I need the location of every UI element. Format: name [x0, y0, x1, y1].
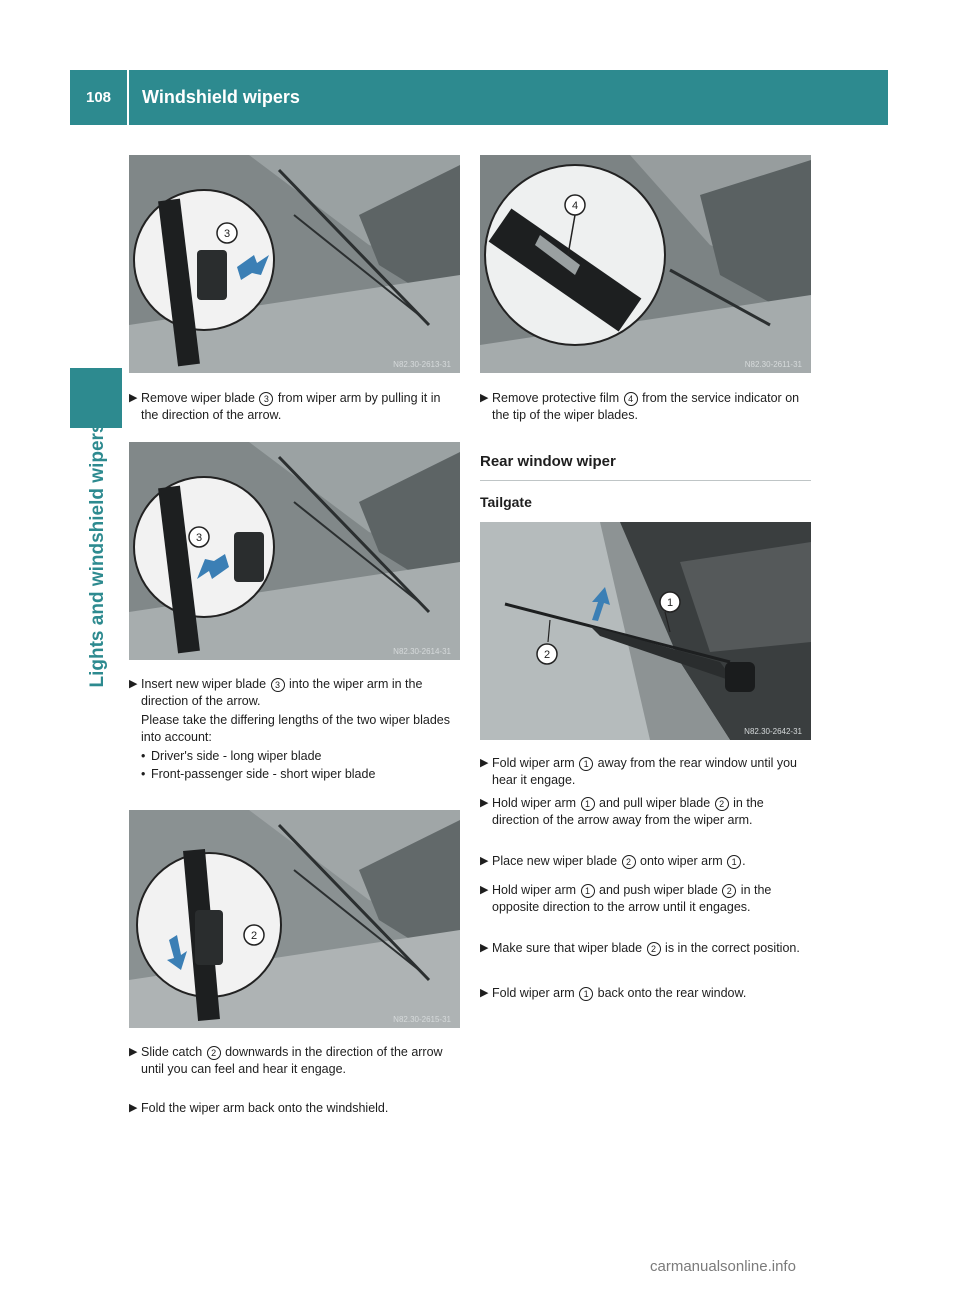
callout-ref: 2	[622, 855, 636, 869]
page-number: 108	[85, 89, 112, 106]
callout-ref: 1	[579, 987, 593, 1001]
figure-code: N82.30-2642-31	[744, 727, 802, 736]
instruction-step	[480, 882, 812, 916]
page-title: Windshield wipers	[142, 87, 300, 107]
step-text: and pull wiper blade	[595, 796, 714, 810]
instruction-step	[129, 390, 461, 424]
figure-callout: 3	[223, 228, 231, 240]
step-arrow-icon	[480, 795, 488, 812]
step-text: back onto the rear window.	[594, 986, 747, 1000]
header-divider	[127, 70, 129, 125]
callout-ref: 1	[727, 855, 741, 869]
instruction-step	[480, 985, 812, 1002]
step-text: downwards in the direction of the arrow until you can feel and hear it engage.	[141, 1045, 443, 1076]
step-text: is in the correct position.	[661, 941, 800, 955]
figure-callout-2: 2	[543, 649, 551, 661]
watermark: carmanualsonline.info	[650, 1258, 796, 1275]
step-text: Hold wiper arm	[492, 883, 580, 897]
instruction-step	[129, 1100, 461, 1117]
figure-callout: 3	[195, 532, 203, 544]
step-text: Fold the wiper arm back onto the windshield.	[141, 1101, 389, 1115]
bullet-item: • Driver's side - long wiper blade	[141, 748, 471, 765]
instruction-step	[129, 1044, 461, 1078]
step-arrow-icon	[480, 985, 488, 1002]
step-text: Remove wiper blade	[141, 391, 259, 405]
figure-remove-protective-film	[480, 155, 811, 373]
callout-ref: 3	[271, 678, 285, 692]
instruction-step	[129, 676, 461, 710]
figure-code: N82.30-2611-31	[744, 360, 802, 369]
callout-ref: 4	[624, 392, 638, 406]
step-arrow-icon	[480, 853, 488, 870]
step-text: Slide catch	[141, 1045, 206, 1059]
note-text: Please take the differing lengths of the two wiper blades into account:	[141, 713, 450, 744]
step-text: onto wiper arm	[636, 854, 727, 868]
step-text: Insert new wiper blade	[141, 677, 270, 691]
step-text: .	[742, 854, 746, 868]
step-arrow-icon	[480, 755, 488, 772]
figure-rear-window-wiper	[480, 522, 811, 740]
step-text: away from the rear window until you hear it engage.	[492, 756, 798, 787]
bullet-item: • Front-passenger side - short wiper blade	[141, 766, 471, 783]
section-divider	[480, 480, 811, 481]
instruction-step	[480, 755, 812, 789]
step-arrow-icon	[129, 390, 137, 407]
step-arrow-icon	[129, 1044, 137, 1061]
callout-ref: 2	[722, 884, 736, 898]
instruction-step	[480, 390, 812, 424]
step-text: in the opposite direction to the arrow until it engages.	[492, 883, 772, 914]
figure-insert-wiper-blade	[129, 442, 460, 660]
callout-ref: 2	[715, 797, 729, 811]
step-text: from wiper arm by pulling it in the direction of the arrow.	[141, 391, 441, 422]
callout-ref: 1	[581, 797, 595, 811]
figure-callout: 4	[571, 200, 579, 212]
step-arrow-icon	[129, 676, 137, 693]
chapter-tab-label: Lights and windshield wipers	[87, 422, 108, 688]
step-text: from the service indicator on the tip of the wiper blades.	[492, 391, 800, 422]
instruction-step	[480, 940, 812, 957]
step-arrow-icon	[480, 940, 488, 957]
callout-ref: 3	[259, 392, 273, 406]
step-text: Fold wiper arm	[492, 756, 579, 770]
callout-ref: 2	[207, 1046, 221, 1060]
step-arrow-icon	[129, 1100, 137, 1117]
instruction-step	[480, 853, 812, 870]
figure-callout-1: 1	[666, 597, 674, 609]
step-text: Make sure that wiper blade	[492, 941, 646, 955]
step-text: in the direction of the arrow away from the wiper arm.	[492, 796, 764, 827]
step-text: Place new wiper blade	[492, 854, 621, 868]
step-text: Remove protective film	[492, 391, 623, 405]
callout-ref: 2	[647, 942, 661, 956]
section-title: Rear window wiper	[480, 453, 616, 470]
instruction-step	[480, 795, 812, 829]
step-text: into the wiper arm in the direction of the arrow.	[141, 677, 423, 708]
step-arrow-icon	[480, 390, 488, 407]
callout-ref: 1	[579, 757, 593, 771]
figure-code: N82.30-2615-31	[393, 1015, 451, 1024]
callout-ref: 1	[581, 884, 595, 898]
figure-remove-wiper-blade	[129, 155, 460, 373]
figure-code: N82.30-2613-31	[393, 360, 451, 369]
step-text: and push wiper blade	[595, 883, 722, 897]
figure-code: N82.30-2614-31	[393, 647, 451, 656]
step-text: Hold wiper arm	[492, 796, 580, 810]
subsection-title: Tailgate	[480, 494, 532, 510]
figure-slide-catch	[129, 810, 460, 1028]
step-arrow-icon	[480, 882, 488, 899]
step-text: Fold wiper arm	[492, 986, 579, 1000]
figure-callout: 2	[250, 930, 258, 942]
chapter-tab-marker	[70, 368, 122, 428]
